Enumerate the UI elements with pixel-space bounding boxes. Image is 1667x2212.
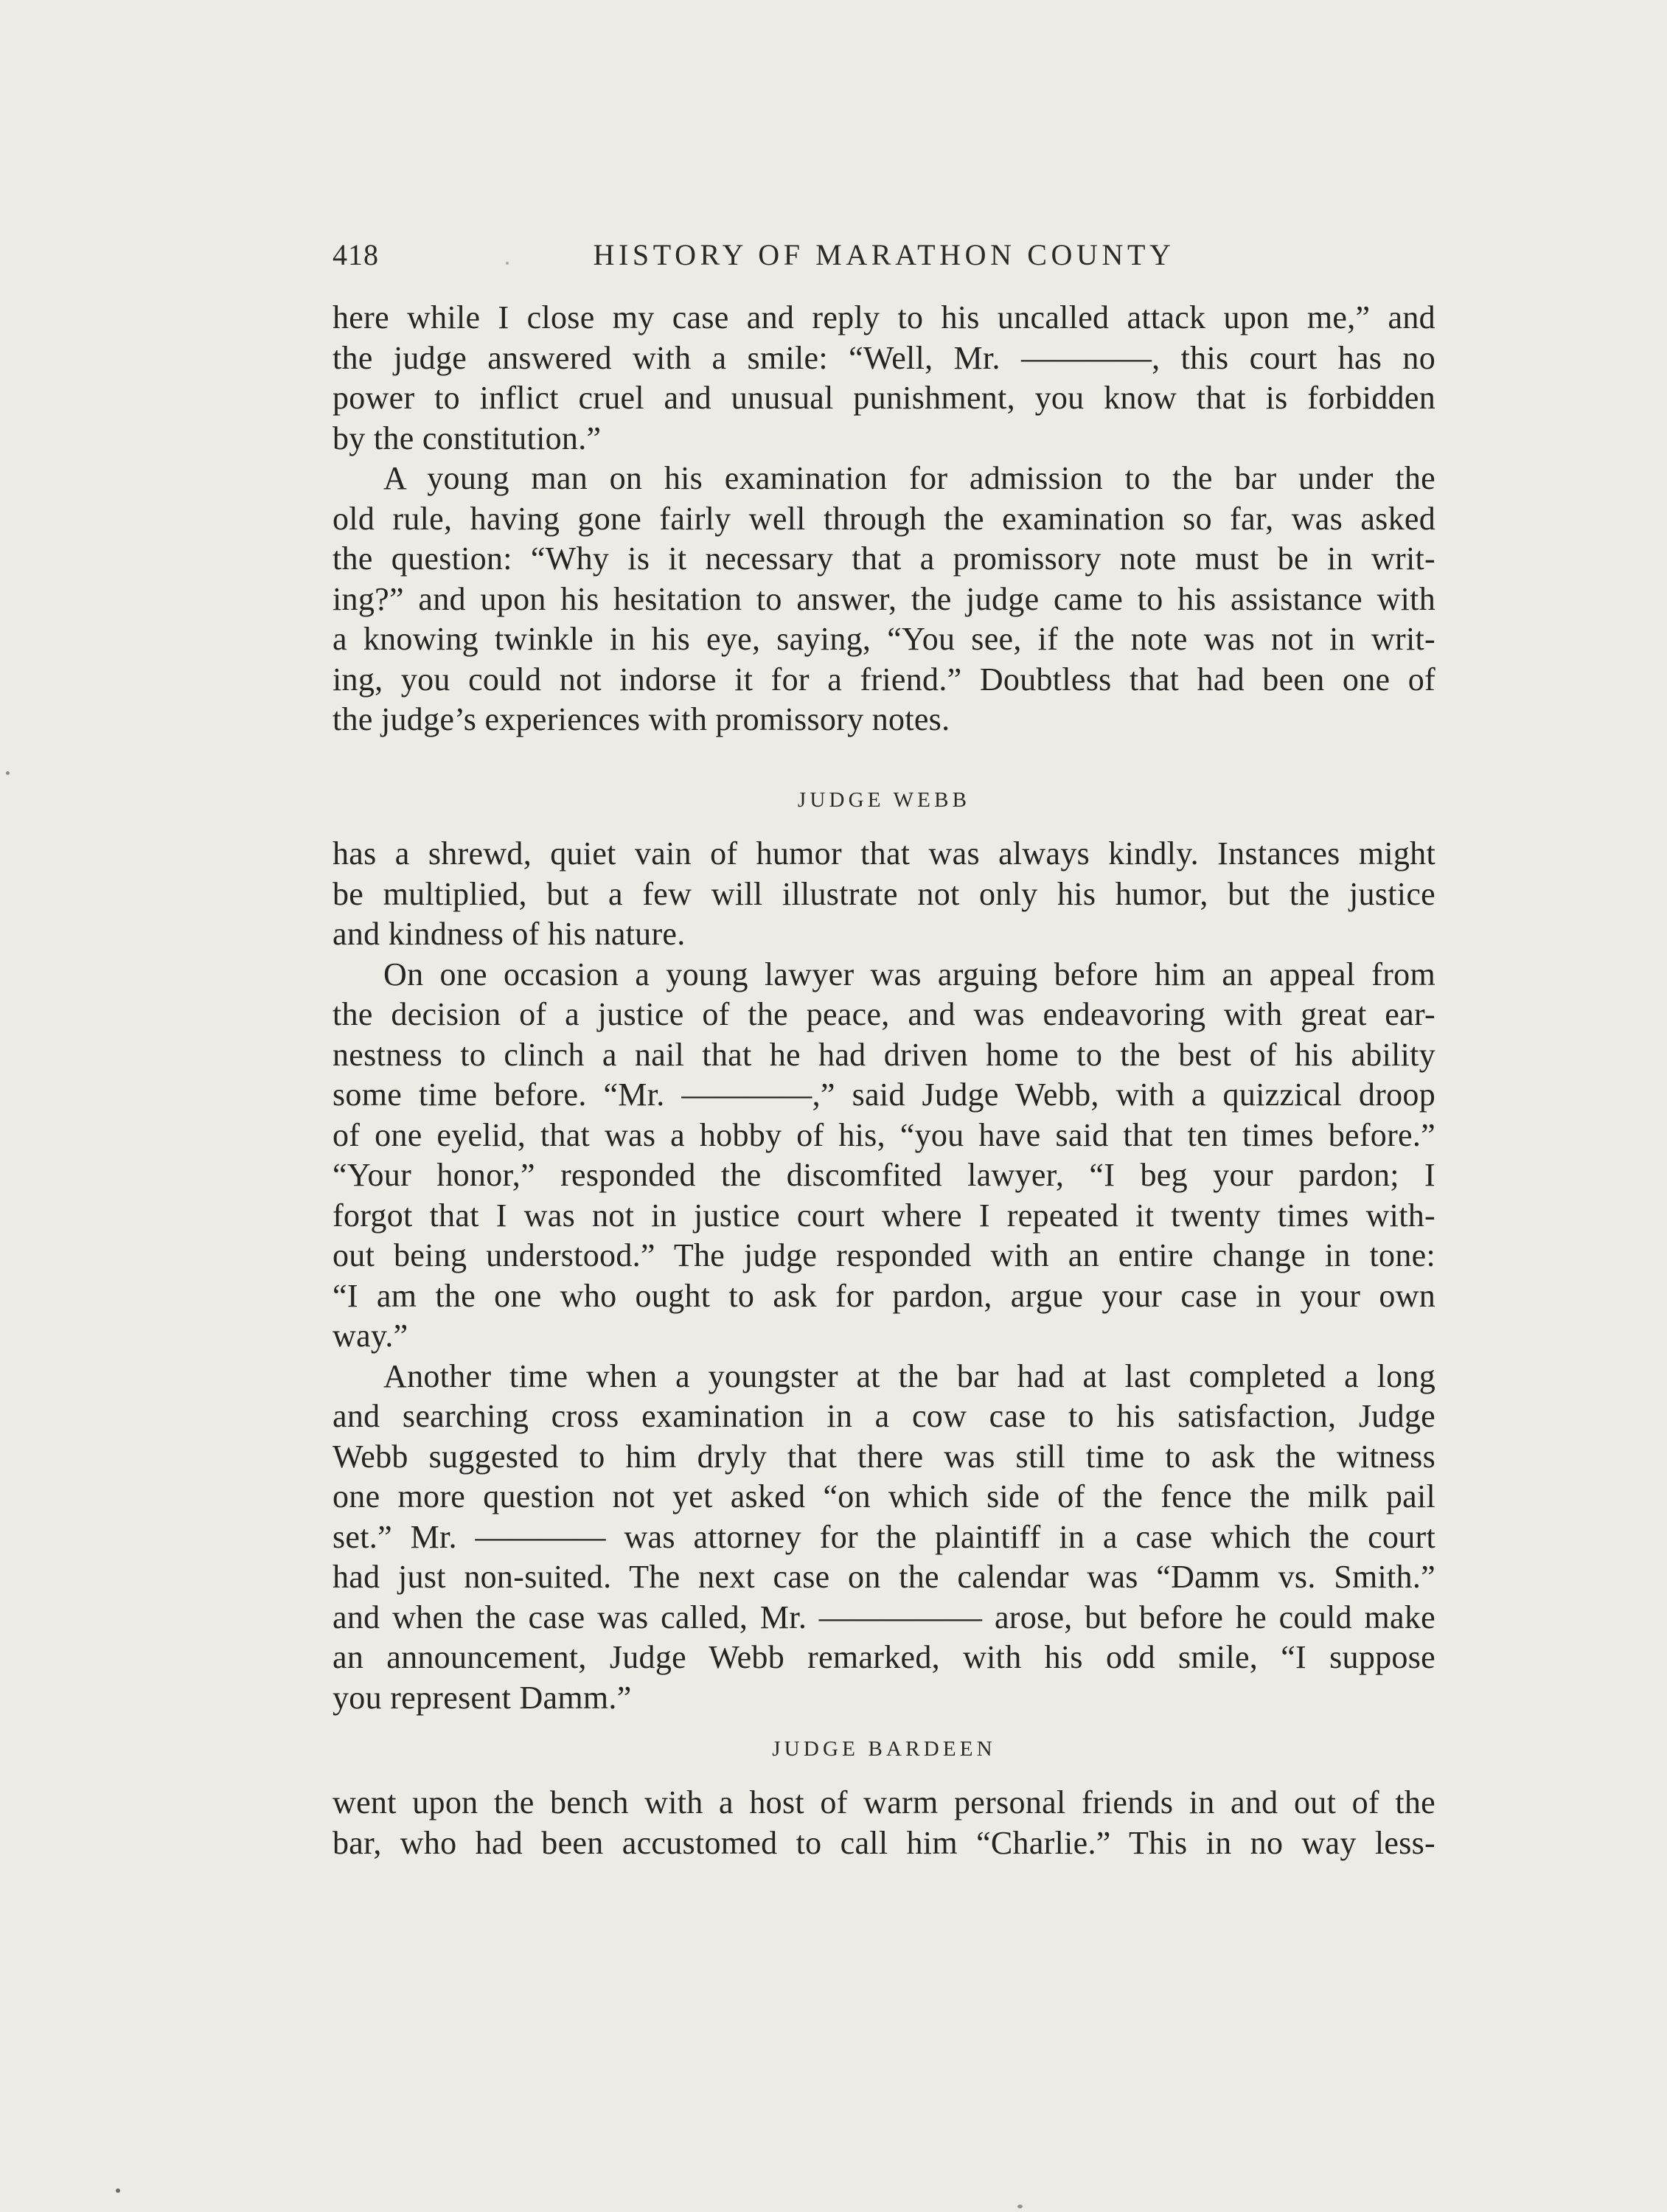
paragraph — [333, 298, 1435, 459]
text-line: and kindness of his nature. — [333, 916, 686, 952]
text-line: bar, who had been accustomed to call him “Charlie.” This in no way less- — [333, 1824, 1435, 1861]
text-line: went upon the bench with a host of warm personal friends in and out of the — [333, 1784, 1435, 1820]
text-line: one more question not yet asked “on which side of the fence the milk pail — [333, 1478, 1435, 1514]
text-line: the decision of a justice of the peace, and was endeavoring with great ear- — [333, 996, 1435, 1032]
text-line: nestness to clinch a nail that he had driven home to the best of his ability — [333, 1036, 1435, 1073]
text-line: and when the case was called, Mr. ————— arose, but before he could make — [333, 1599, 1435, 1635]
text-line: way.” — [333, 1318, 408, 1354]
paragraph — [333, 1783, 1435, 1863]
text-line: ing, you could not indorse it for a friend.” Doubtless that had been one of — [333, 661, 1435, 698]
text-line: Webb suggested to him dryly that there was still time to ask the witness — [333, 1438, 1435, 1475]
text-line: and searching cross examination in a cow case to his satisfaction, Judge — [333, 1398, 1435, 1434]
text-line: the question: “Why is it necessary that a promissory note must be in writ- — [333, 540, 1435, 577]
text-line: here while I close my case and reply to his uncalled attack upon me,” and — [333, 299, 1435, 335]
text-line: “Your honor,” responded the discomfited lawyer, “I beg your pardon; I — [333, 1157, 1435, 1193]
text-line: a knowing twinkle in his eye, saying, “You see, if the note was not in writ- — [333, 621, 1435, 657]
text-line: by the constitution.” — [333, 420, 602, 456]
text-line: power to inflict cruel and unusual punishment, you know that is forbidden — [333, 380, 1435, 416]
text-line: Another time when a youngster at the bar had at last completed a long — [383, 1357, 1435, 1394]
section-heading-judge-bardeen: JUDGE BARDEEN — [772, 1737, 996, 1761]
paper-speck — [1017, 2205, 1023, 2208]
section-opening — [333, 298, 1435, 740]
paper-speck — [116, 2188, 120, 2193]
page-number: 418 — [333, 238, 379, 271]
running-head — [333, 235, 1435, 275]
text-line: set.” Mr. ———— was attorney for the plaintiff in a case which the court — [333, 1518, 1435, 1555]
text-line: be multiplied, but a few will illustrate not only his humor, but the justice — [333, 875, 1435, 912]
text-line: out being understood.” The judge responded with an entire change in tone: — [333, 1237, 1435, 1273]
text-line: the judge’s experiences with promissory notes. — [333, 701, 950, 737]
text-line: “I am the one who ought to ask for pardon, argue your case in your own — [333, 1277, 1435, 1314]
paragraph — [333, 459, 1435, 740]
paper-speck — [506, 262, 509, 265]
text-line: On one occasion a young lawyer was arguing before him an appeal from — [383, 956, 1435, 992]
paragraph — [333, 834, 1435, 955]
text-line: of one eyelid, that was a hobby of his, “you have said that ten times before.” — [333, 1116, 1435, 1153]
text-line: forgot that I was not in justice court where I repeated it twenty times with- — [333, 1197, 1435, 1234]
text-line: the judge answered with a smile: “Well, Mr. ————, this court has no — [333, 339, 1435, 376]
text-line: had just non-suited. The next case on the calendar was “Damm vs. Smith.” — [333, 1559, 1435, 1595]
text-line: ing?” and upon his hesitation to answer, the judge came to his assistance with — [333, 580, 1435, 617]
text-line: has a shrewd, quiet vain of humor that was always kindly. Instances might — [333, 835, 1435, 872]
section-heading-judge-webb: JUDGE WEBB — [797, 788, 971, 812]
paragraph — [333, 1357, 1435, 1719]
text-line: some time before. “Mr. ————,” said Judge Webb, with a quizzical droop — [333, 1077, 1435, 1113]
text-line: A young man on his examination for admission to the bar under the — [383, 460, 1435, 496]
running-title: HISTORY OF MARATHON COUNTY — [593, 238, 1175, 271]
text-line: old rule, having gone fairly well through the examination so far, was asked — [333, 500, 1435, 537]
text-line: an announcement, Judge Webb remarked, with his odd smile, “I suppose — [333, 1639, 1435, 1675]
paper-speck — [6, 771, 10, 775]
section-judge-bardeen — [333, 1783, 1435, 1863]
paragraph — [333, 955, 1435, 1357]
text-line: you represent Damm.” — [333, 1679, 632, 1716]
section-judge-webb — [333, 834, 1435, 1718]
